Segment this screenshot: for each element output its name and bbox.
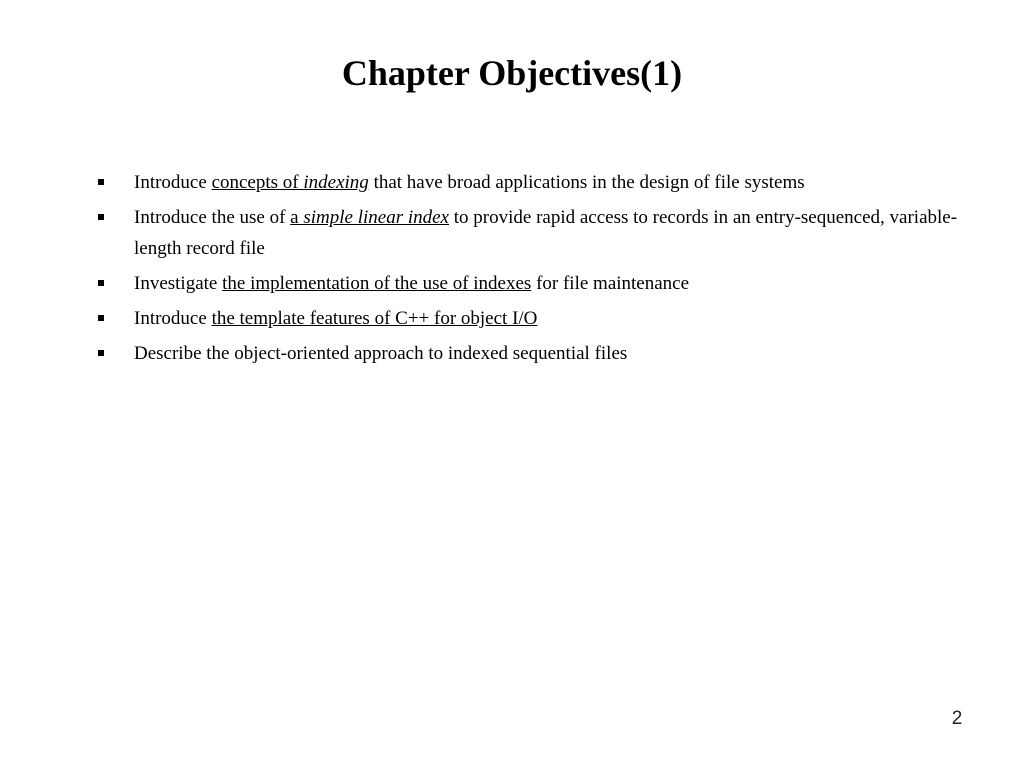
square-bullet-icon bbox=[98, 315, 104, 321]
square-bullet-icon bbox=[98, 350, 104, 356]
list-item bbox=[98, 303, 958, 334]
bullet-text: Introduce bbox=[134, 308, 212, 329]
underlined-phrase: concepts of bbox=[211, 172, 304, 193]
list-item bbox=[98, 268, 958, 299]
list-item bbox=[98, 338, 958, 369]
square-bullet-icon bbox=[98, 179, 104, 185]
slide-title: Chapter Objectives(1) bbox=[341, 53, 683, 93]
bullet-text: for file maintenance bbox=[531, 273, 690, 294]
bullet-text: to provide rapid access to records in an entry-sequenced, variable-length record file bbox=[134, 207, 958, 259]
bullet-text: Describe the object-oriented approach to indexed sequential files bbox=[134, 343, 628, 364]
square-bullet-icon bbox=[98, 280, 104, 286]
list-item bbox=[98, 167, 958, 198]
square-bullet-icon bbox=[98, 214, 104, 220]
page-number: 2 bbox=[951, 708, 963, 729]
bullet-text: Investigate bbox=[134, 273, 223, 294]
objectives-list bbox=[98, 167, 958, 373]
underlined-italic-phrase: simple linear index bbox=[303, 207, 449, 228]
underlined-phrase: the implementation of the use of indexes bbox=[222, 273, 532, 294]
bullet-text: Introduce bbox=[134, 172, 212, 193]
bullet-text: Introduce the use of bbox=[134, 207, 291, 228]
list-item bbox=[98, 202, 958, 264]
bullet-text: that have broad applications in the design of file systems bbox=[368, 172, 805, 193]
underlined-phrase: the template features of C++ for object I/O bbox=[211, 308, 538, 329]
underlined-phrase: a bbox=[290, 207, 304, 228]
underlined-italic-phrase: indexing bbox=[303, 172, 369, 193]
